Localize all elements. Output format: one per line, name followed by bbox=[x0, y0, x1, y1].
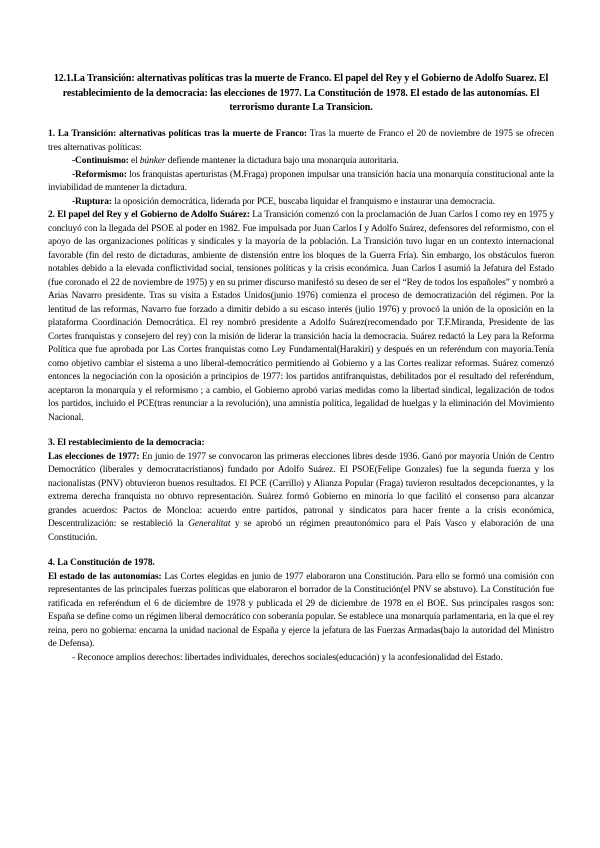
list-item-continuismo bbox=[48, 155, 554, 169]
list-item-italic: búnker bbox=[139, 156, 166, 166]
document-title: 12.1.La Transición: alternativas políticas tras la muerte de Franco. El papel del Rey y el Gobierno de Adolfo Suarez. El restablecimiento de la democracia: las elecciones de 1977. La Constitución de 1978. El estado de las autonomías. El terrorismo durante La Transicion. bbox=[53, 73, 549, 113]
list-item-label: -Continuismo: bbox=[72, 156, 129, 166]
section-3-text: y se aprobó un régimen preautonómico para el País Vasco y elaboración de una Constitución. bbox=[48, 519, 554, 543]
section-4-text: Las Cortes elegidas en junio de 1977 elaboraron una Constitución. Para ello se formó una comisión con representantes de las principales fuerzas políticas que elaboraron el borrador de la Constitución(el PNV se abstuvo). La Constitución fue ratificada en referéndum el 6 de diciembre de 1978 y publicada el 29 de diciembre de 1978 en el BOE. Sus principales rasgos son: España se define como un régimen liberal democrático con soberanía popular. Se establece una monarquía parlamentaria, en la que el rey reina, pero no gobierna: encarna la unidad nacional de España y ejerce la jefatura de las Fuerzas Armadas(bajo la autoridad del Ministro de Defensa). bbox=[48, 571, 554, 649]
list-item-label: -Ruptura: bbox=[72, 196, 112, 207]
section-4-heading bbox=[48, 557, 554, 571]
section-3-heading bbox=[48, 437, 554, 451]
list-item-text: defiende mantener la dictadura bajo una monarquía autoritaria. bbox=[165, 156, 399, 166]
section-4 bbox=[48, 571, 554, 652]
section-1-intro-text: Tras la muerte de Franco el 20 de noviembre de 1975 se ofrecen tres alternativas políticas: bbox=[48, 129, 554, 153]
section-gap bbox=[48, 425, 554, 437]
section-2 bbox=[48, 209, 554, 425]
section-2-heading: 2. El papel del Rey y el Gobierno de Adolfo Suárez: bbox=[48, 210, 250, 220]
list-item-text: la oposición democrática, liderada por PCE, buscaba liquidar el franquismo e instaurar una democracia. bbox=[111, 196, 495, 207]
section-3-italic: Generalitat bbox=[188, 519, 231, 529]
section-2-text: La Transición comenzó con la proclamación de Juan Carlos I como rey en 1975 y concluyó con la llegada del PSOE al poder en 1982. Fue impulsada por Juan Carlos I y Adolfo Suárez, defensores del reformismo, con el apoyo de las organizaciones políticas y sindicales y la mayoría de la población. La Transición tuvo lugar en un contexto internacional favorable (fin del resto de dictaduras, ambiente de distensión entre los bloques de la Guerra Fría). Sin embargo, los obstáculos fueron notables debido a la elevada conflictividad social, tensiones políticas y la crisis económica. Juan Carlos I asumió la Jefatura del Estado (fue coronado el 22 de noviembre de 1975) y en su primer discurso manifestó su deseo de ser el “Rey de todos los españoles” y nombró a Arias Navarro presidente. Tras su visita a Estados Unidos(junio 1976) comienza el proceso de democratización del régimen. Por la lentitud de las reformas, Navarro fue forzado a dimitir debido a su escaso interés (julio 1976) y provocó la unión de la oposición en la plataforma Coordinación Democrática. El rey nombró presidente a Adolfo Suárez(recomendado por T.F.Miranda, Presidente de las Cortes franquistas y consejero del rey) con la misión de liderar la transición hacia la democracia. Suárez redactó la Ley para la Reforma Política que fue aprobada por Las Cortes franquistas como Ley Fundamental(Harakiri) y después en un referéndum con mayoría.Tenía como objetivo cambiar el sistema a uno liberal-democrático permitiendo al Gobierno y a las Cortes realizar reformas. Suárez comenzó entonces la negociación con la oposición a principios de 1977: los partidos antifranquistas, debilitados por el resultado del referéndum, aceptaron la monarquía y el reformismo ; a cambio, el Gobierno aprobó varias medidas como la libertad sindical, legalización de todos los partidos, incluido el PCE(tras renunciar a la revolución), una amnistía política, legalidad de huelgas y la eliminación del Movimiento Nacional. bbox=[48, 210, 554, 423]
section-4-subheading: El estado de las autonomías: bbox=[48, 571, 162, 582]
list-item-text: el bbox=[128, 156, 140, 166]
list-item-reformismo bbox=[48, 169, 554, 196]
section-4-heading-text: 4. La Constitución de 1978. bbox=[48, 558, 155, 568]
section-3-text: En junio de 1977 se convocaron las primeras elecciones libres desde 1936. Ganó por mayoría Unión de Centro Democrático (liberales y democratacristianos) fundado por Adolfo Suárez. El PSOE(Felipe Gonzales) fue la segunda fuerza y los nacionalistas (PNV) obtuvieron buenos resultados. El PCE (Carrillo) y Alianza Popular (Fraga) tuvieron resultados decepcionantes, y la extrema derecha franquista no obtuvo representación. Suárez formó Gobierno en minoría lo que facilitó el consenso para alcanzar grandes acuerdos: Pactos de Moncloa: acuerdo entre partidos, patronal y sindicatos para hacer frente a la crisis económica, Descentralización: se restableció la bbox=[48, 451, 554, 529]
section-4-bullet: - Reconoce amplios derechos: libertades individuales, derechos sociales(educación) y la aconfesionalidad del Estado. bbox=[72, 652, 503, 663]
section-3-heading-text: 3. El restablecimiento de la democracia: bbox=[48, 438, 205, 448]
section-1-heading: 1. La Transición: alternativas políticas tras la muerte de Franco: bbox=[48, 129, 307, 139]
section-1-intro bbox=[48, 128, 554, 155]
list-item-label: -Reformismo: bbox=[72, 169, 127, 180]
section-gap bbox=[48, 545, 554, 557]
list-item-ruptura bbox=[48, 196, 554, 210]
list-item-text: los franquistas aperturistas (M.Fraga) proponen impulsar una transición hacia una monarquía constitucional ante la inviabilidad de mantener la dictadura. bbox=[48, 169, 554, 193]
section-3-subheading: Las elecciones de 1977: bbox=[48, 451, 140, 462]
document-body bbox=[48, 128, 554, 665]
section-3 bbox=[48, 451, 554, 546]
